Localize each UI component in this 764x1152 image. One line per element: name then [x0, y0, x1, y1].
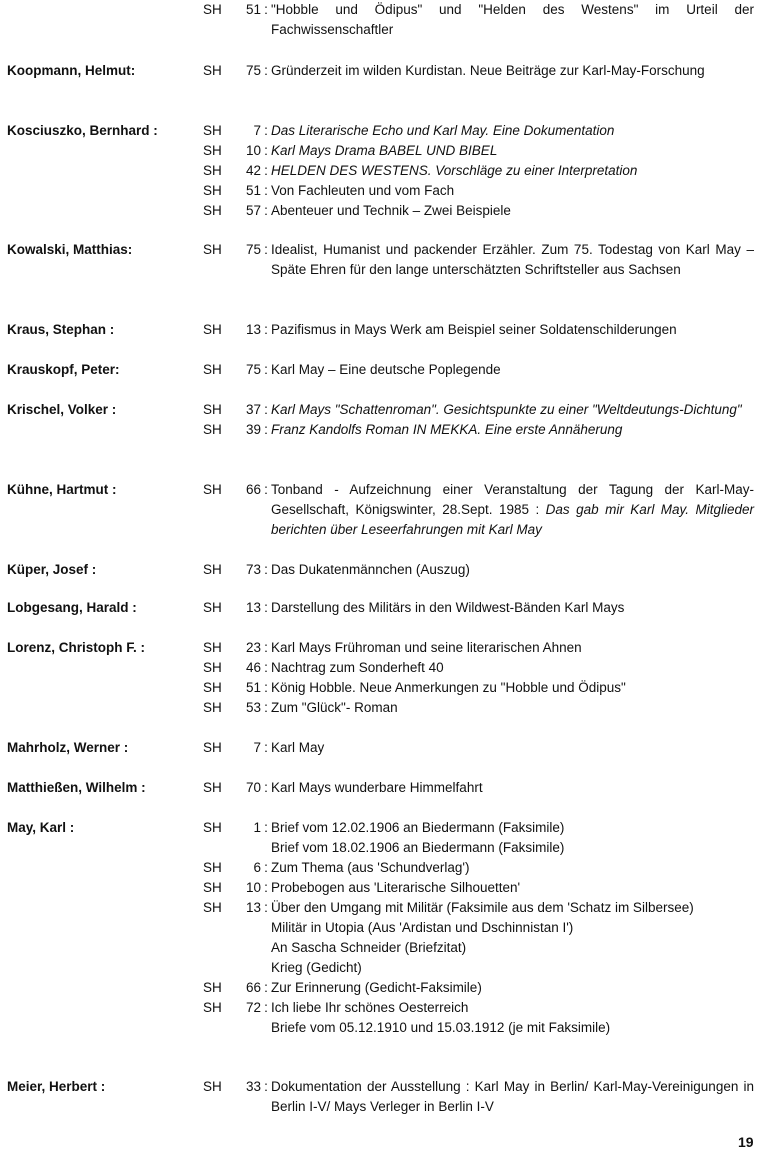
series-abbrev: SH [203, 402, 222, 417]
publication-item [0, 698, 764, 718]
title-italic: Franz Kandolfs Roman IN MEKKA. Eine erste Annäherung [271, 422, 623, 437]
entry-items [0, 320, 764, 340]
publication-item [0, 400, 764, 420]
series-abbrev: SH [203, 660, 222, 675]
title-text: Über den Umgang mit Militär (Faksimile aus dem 'Schatz im Silbersee) [271, 900, 694, 915]
title-text: Zum Thema (aus 'Schundverlag') [271, 860, 470, 875]
series-abbrev: SH [203, 820, 222, 835]
publication-title [271, 121, 754, 141]
title-text: Idealist, Humanist und packender Erzähler. Zum 75. Todestag von Karl May – Späte Ehren für den lange unterschätzten Schriftsteller aus Sachsen [271, 242, 754, 277]
title-text: Brief vom 12.02.1906 an Biedermann (Faksimile) [271, 820, 565, 835]
publication-title [271, 918, 754, 938]
series-abbrev: SH [203, 242, 222, 257]
title-italic: Das gab mir Karl May. Mitglieder berichten über Leseerfahrungen mit Karl May [271, 502, 754, 537]
separator: : [264, 422, 268, 437]
title-text: Karl Mays wunderbare Himmelfahrt [271, 780, 483, 795]
separator: : [264, 980, 268, 995]
entry-items [0, 638, 764, 718]
series-abbrev: SH [203, 322, 222, 337]
publication-title [271, 360, 754, 380]
series-abbrev: SH [203, 123, 222, 138]
issue-number: 75 [245, 362, 261, 377]
author-name: Lobgesang, Harald : [7, 600, 137, 615]
publication-item [0, 1077, 764, 1117]
issue-number: 7 [253, 740, 261, 755]
publication-item [0, 480, 764, 540]
publication-title [271, 878, 754, 898]
issue-number: 51 [245, 183, 261, 198]
separator: : [264, 740, 268, 755]
issue-number: 66 [245, 980, 261, 995]
separator: : [264, 482, 268, 497]
issue-number: 73 [245, 562, 261, 577]
title-text: Darstellung des Militärs in den Wildwest-Bänden Karl Mays [271, 600, 625, 615]
entry-items [0, 61, 764, 81]
issue-number: 1 [253, 820, 261, 835]
issue-number: 13 [245, 900, 261, 915]
separator: : [264, 860, 268, 875]
title-text: Brief vom 18.02.1906 an Biedermann (Faksimile) [271, 840, 565, 855]
publication-title [271, 778, 754, 798]
issue-number: 13 [245, 600, 261, 615]
separator: : [264, 900, 268, 915]
title-text: Zum "Glück"- Roman [271, 700, 398, 715]
separator: : [264, 322, 268, 337]
entry-items [0, 0, 764, 40]
publication-title [271, 161, 754, 181]
issue-number: 51 [245, 2, 261, 17]
publication-title [271, 838, 754, 858]
issue-number: 23 [245, 640, 261, 655]
publication-title [271, 738, 754, 758]
publication-item [0, 918, 764, 938]
title-text: Tonband - Aufzeichnung einer Veranstaltung der Tagung der Karl-May-Gesellschaft, Königswinter, 28.Sept. 1985 : [271, 482, 754, 517]
separator: : [264, 660, 268, 675]
publication-title [271, 141, 754, 161]
publication-title [271, 0, 754, 40]
title-text: Das Dukatenmännchen (Auszug) [271, 562, 470, 577]
title-text: König Hobble. Neue Anmerkungen zu "Hobble und Ödipus" [271, 680, 626, 695]
publication-title [271, 320, 754, 340]
publication-title [271, 978, 754, 998]
author-name: Koopmann, Helmut: [7, 63, 136, 78]
publication-item [0, 161, 764, 181]
title-text: Probebogen aus 'Literarische Silhouetten' [271, 880, 521, 895]
series-abbrev: SH [203, 780, 222, 795]
separator: : [264, 163, 268, 178]
publication-title [271, 400, 754, 420]
separator: : [264, 2, 268, 17]
page-number: 19 [738, 1134, 754, 1150]
separator: : [264, 680, 268, 695]
series-abbrev: SH [203, 880, 222, 895]
publication-title [271, 958, 754, 978]
publication-item [0, 240, 764, 280]
publication-title [271, 1077, 754, 1117]
title-italic: Karl Mays Drama BABEL UND BIBEL [271, 143, 498, 158]
publication-item [0, 141, 764, 161]
title-text: "Hobble und Ödipus" und "Helden des Westens" im Urteil der Fachwissenschaftler [271, 2, 754, 37]
issue-number: 66 [245, 482, 261, 497]
series-abbrev: SH [203, 203, 222, 218]
series-abbrev: SH [203, 63, 222, 78]
publication-item [0, 738, 764, 758]
publication-title [271, 698, 754, 718]
publication-title [271, 61, 754, 81]
series-abbrev: SH [203, 362, 222, 377]
title-text: Von Fachleuten und vom Fach [271, 183, 455, 198]
publication-title [271, 560, 754, 580]
author-name: Matthießen, Wilhelm : [7, 780, 146, 795]
series-abbrev: SH [203, 680, 222, 695]
issue-number: 13 [245, 322, 261, 337]
title-italic: HELDEN DES WESTENS. Vorschläge zu einer Interpretation [271, 163, 638, 178]
series-abbrev: SH [203, 600, 222, 615]
entry-items [0, 1077, 764, 1117]
title-text: Gründerzeit im wilden Kurdistan. Neue Beiträge zur Karl-May-Forschung [271, 63, 705, 78]
publication-item [0, 778, 764, 798]
separator: : [264, 700, 268, 715]
title-text: Dokumentation der Ausstellung : Karl May in Berlin/ Karl-May-Vereinigungen in Berlin I-V/ Mays Verleger in Berlin I-V [271, 1079, 754, 1114]
series-abbrev: SH [203, 183, 222, 198]
publication-title [271, 201, 754, 221]
publication-title [271, 938, 754, 958]
separator: : [264, 640, 268, 655]
publication-item [0, 638, 764, 658]
publication-item [0, 420, 764, 440]
issue-number: 39 [245, 422, 261, 437]
separator: : [264, 362, 268, 377]
author-name: Kraus, Stephan : [7, 322, 115, 337]
entry-items [0, 818, 764, 1038]
publication-title [271, 480, 754, 540]
publication-item [0, 938, 764, 958]
title-text: Abenteuer und Technik – Zwei Beispiele [271, 203, 511, 218]
publication-item [0, 678, 764, 698]
entry-items [0, 240, 764, 280]
separator: : [264, 143, 268, 158]
issue-number: 70 [245, 780, 261, 795]
separator: : [264, 183, 268, 198]
title-text: Ich liebe Ihr schönes Oesterreich [271, 1000, 469, 1015]
publication-item [0, 898, 764, 918]
issue-number: 75 [245, 63, 261, 78]
author-name: Krischel, Volker : [7, 402, 117, 417]
publication-item [0, 958, 764, 978]
publication-item [0, 560, 764, 580]
separator: : [264, 562, 268, 577]
author-name: Mahrholz, Werner : [7, 740, 129, 755]
title-text: Krieg (Gedicht) [271, 960, 362, 975]
separator: : [264, 63, 268, 78]
publication-title [271, 858, 754, 878]
title-italic: Karl Mays "Schattenroman". Gesichtspunkte zu einer "Weltdeutungs-Dichtung" [271, 402, 742, 417]
issue-number: 10 [245, 143, 261, 158]
publication-title [271, 181, 754, 201]
publication-item [0, 658, 764, 678]
author-name: Krauskopf, Peter: [7, 362, 120, 377]
separator: : [264, 880, 268, 895]
entry-items [0, 738, 764, 758]
series-abbrev: SH [203, 2, 222, 17]
separator: : [264, 123, 268, 138]
series-abbrev: SH [203, 163, 222, 178]
publication-item [0, 878, 764, 898]
publication-item [0, 1018, 764, 1038]
title-text: Militär in Utopia (Aus 'Ardistan und Dschinnistan I') [271, 920, 574, 935]
title-text: An Sascha Schneider (Briefzitat) [271, 940, 467, 955]
author-name: Kowalski, Matthias: [7, 242, 133, 257]
series-abbrev: SH [203, 422, 222, 437]
publication-title [271, 658, 754, 678]
entry-items [0, 360, 764, 380]
title-text: Karl May [271, 740, 325, 755]
issue-number: 75 [245, 242, 261, 257]
entry-items [0, 560, 764, 580]
series-abbrev: SH [203, 900, 222, 915]
author-name: Kühne, Hartmut : [7, 482, 117, 497]
publication-item [0, 818, 764, 838]
entry-items [0, 598, 764, 618]
entry-items [0, 480, 764, 540]
publication-item [0, 61, 764, 81]
publication-item [0, 121, 764, 141]
separator: : [264, 780, 268, 795]
separator: : [264, 203, 268, 218]
author-name: Kosciuszko, Bernhard : [7, 123, 158, 138]
issue-number: 7 [253, 123, 261, 138]
issue-number: 10 [245, 880, 261, 895]
publication-title [271, 240, 754, 280]
series-abbrev: SH [203, 700, 222, 715]
publication-item [0, 0, 764, 40]
publication-title [271, 638, 754, 658]
entry-items [0, 400, 764, 440]
issue-number: 51 [245, 680, 261, 695]
separator: : [264, 242, 268, 257]
series-abbrev: SH [203, 1000, 222, 1015]
publication-item [0, 978, 764, 998]
publication-title [271, 898, 754, 918]
issue-number: 46 [245, 660, 261, 675]
title-text: Zur Erinnerung (Gedicht-Faksimile) [271, 980, 482, 995]
series-abbrev: SH [203, 1079, 222, 1094]
author-name: Küper, Josef : [7, 562, 97, 577]
entry-items [0, 778, 764, 798]
separator: : [264, 1000, 268, 1015]
publication-title [271, 1018, 754, 1038]
title-italic: Das Literarische Echo und Karl May. Eine Dokumentation [271, 123, 615, 138]
series-abbrev: SH [203, 860, 222, 875]
separator: : [264, 820, 268, 835]
publication-item [0, 181, 764, 201]
issue-number: 33 [245, 1079, 261, 1094]
issue-number: 37 [245, 402, 261, 417]
publication-item [0, 838, 764, 858]
series-abbrev: SH [203, 143, 222, 158]
publication-item [0, 998, 764, 1018]
issue-number: 57 [245, 203, 261, 218]
separator: : [264, 1079, 268, 1094]
publication-title [271, 598, 754, 618]
series-abbrev: SH [203, 562, 222, 577]
title-text: Pazifismus in Mays Werk am Beispiel seiner Soldatenschilderungen [271, 322, 677, 337]
publication-item [0, 201, 764, 221]
separator: : [264, 402, 268, 417]
author-name: Meier, Herbert : [7, 1079, 106, 1094]
publication-item [0, 360, 764, 380]
publication-item [0, 858, 764, 878]
series-abbrev: SH [203, 640, 222, 655]
publication-title [271, 818, 754, 838]
title-text: Karl May – Eine deutsche Poplegende [271, 362, 501, 377]
publication-title [271, 420, 754, 440]
issue-number: 6 [253, 860, 261, 875]
title-text: Nachtrag zum Sonderheft 40 [271, 660, 444, 675]
title-text: Karl Mays Frühroman und seine literarischen Ahnen [271, 640, 582, 655]
publication-item [0, 320, 764, 340]
issue-number: 42 [245, 163, 261, 178]
series-abbrev: SH [203, 740, 222, 755]
series-abbrev: SH [203, 980, 222, 995]
issue-number: 53 [245, 700, 261, 715]
issue-number: 72 [245, 1000, 261, 1015]
series-abbrev: SH [203, 482, 222, 497]
author-name: Lorenz, Christoph F. : [7, 640, 145, 655]
separator: : [264, 600, 268, 615]
publication-item [0, 598, 764, 618]
title-text: Briefe vom 05.12.1910 und 15.03.1912 (je mit Faksimile) [271, 1020, 611, 1035]
publication-title [271, 678, 754, 698]
author-name: May, Karl : [7, 820, 75, 835]
entry-items [0, 121, 764, 221]
publication-title [271, 998, 754, 1018]
